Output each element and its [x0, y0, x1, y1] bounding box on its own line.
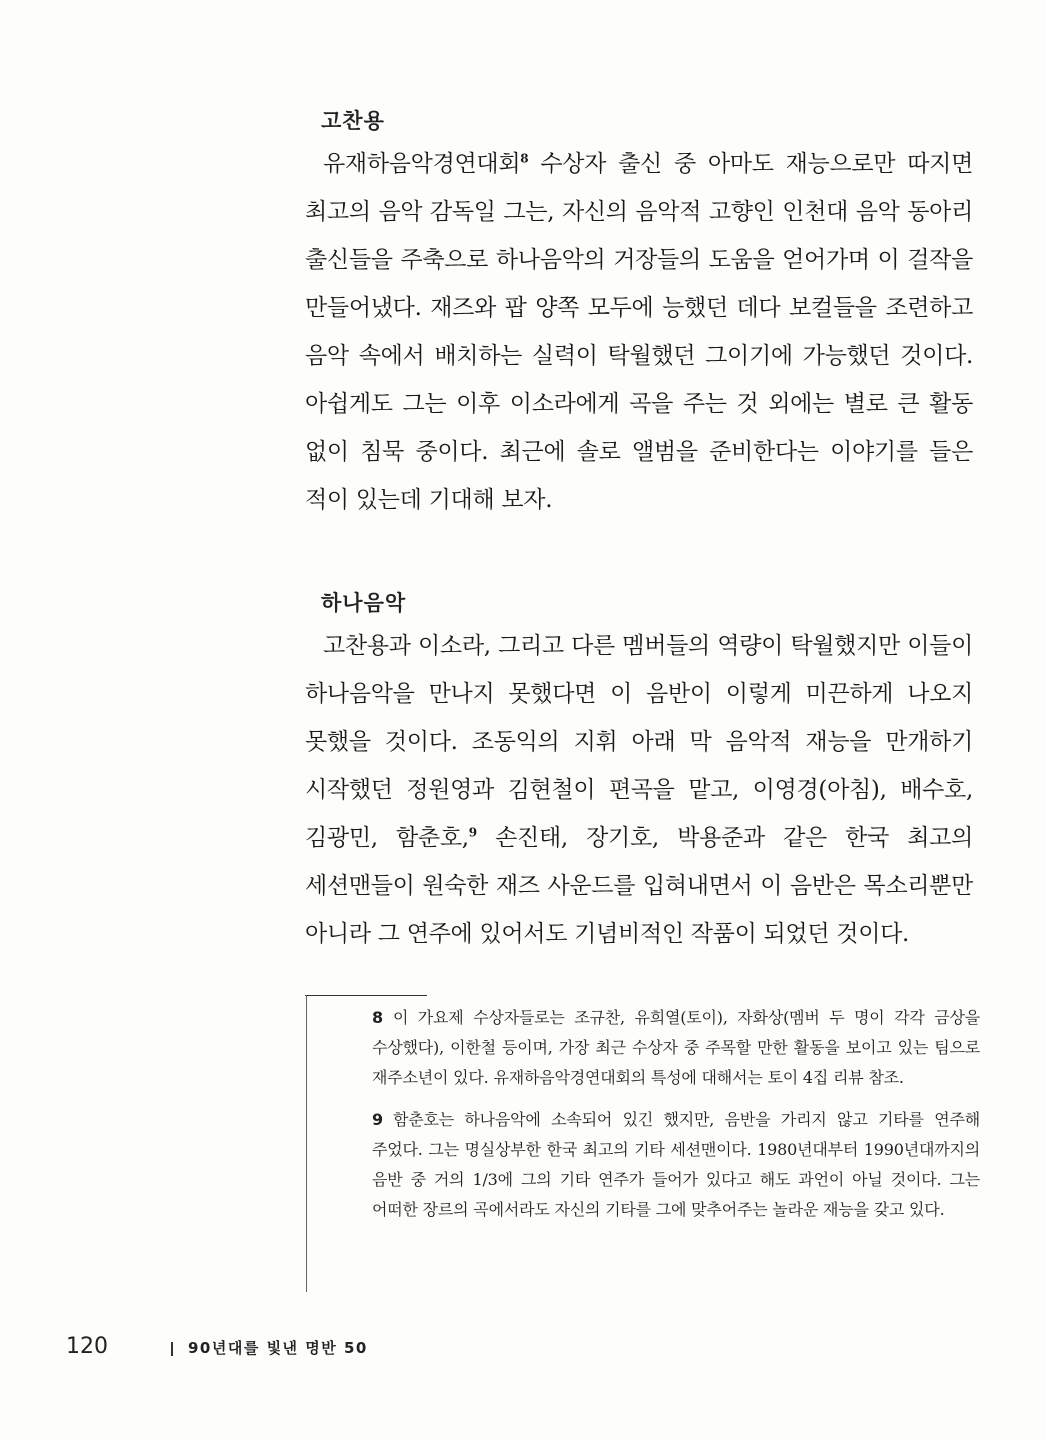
- section-go-chan-yong: [305, 106, 973, 524]
- footnote-ref: 8: [520, 151, 529, 166]
- footnote-ref: 9: [468, 825, 477, 840]
- footnote-number: 8: [372, 1008, 383, 1027]
- footnote-divider: [305, 995, 427, 996]
- footnote-margin-line: [306, 995, 307, 1292]
- footnote-text: 함춘호는 하나음악에 소속되어 있긴 했지만, 음반을 가리지 않고 기타를 연주해 주었다. 그는 명실상부한 한국 최고의 기타 세션맨이다. 1980년대부터 1990년대까지의 음반 중 거의 1/3에 그의 기타 연주가 들어가 있다고 해도 과언이 아닐 것이다. 그는 어떠한 장르의 곡에서라도 자신의 기타를 그에 맞추어주는 놀라운 재능을 갖고 있다.: [372, 1110, 980, 1219]
- footer-separator: [171, 1342, 173, 1356]
- paragraph-text: 고찬용과 이소라, 그리고 다른 멤버들의 역량이 탁월했지만 이들이 하나음악을 만나지 못했다면 이 음반이 이렇게 미끈하게 나오지 못했을 것이다. 조동익의 지휘 아래 막 음악적 재능을 만개하기 시작했던 정원영과 김현철이 편곡을 맡고, 이영경(아침), 배수호, 김광민, 함춘호,: [305, 633, 973, 851]
- section-paragraph: [305, 140, 973, 524]
- page-number: 120: [66, 1334, 108, 1359]
- section-heading: 고찬용: [321, 109, 385, 133]
- footnote-8: [372, 1003, 980, 1093]
- paragraph-text: 수상자 출신 중 아마도 재능으로만 따지면 최고의 음악 감독일 그는, 자신의 음악적 고향인 인천대 음악 동아리 출신들을 주축으로 하나음악의 거장들의 도움을 얻어가며 이 걸작을 만들어냈다. 재즈와 팝 양쪽 모두에 능했던 데다 보컬들을 조련하고 음악 속에서 배치하는 실력이 탁월했던 그이기에 가능했던 것이다. 아쉽게도 그는 이후 이소라에게 곡을 주는 것 외에는 별로 큰 활동 없이 침묵 중이다. 최근에 솔로 앨범을 준비한다는 이야기를 들은 적이 있는데 기대해 보자.: [305, 151, 973, 513]
- paragraph-text: 손진태, 장기호, 박용준과 같은 한국 최고의 세션맨들이 원숙한 재즈 사운드를 입혀내면서 이 음반은 목소리뿐만 아니라 그 연주에 있어서도 기념비적인 작품이 되었던 것이다.: [305, 825, 974, 947]
- paragraph-text: 유재하음악경연대회: [323, 151, 521, 177]
- running-title: 90년대를 빛낸 명반 50: [188, 1339, 368, 1357]
- footnote-number: 9: [372, 1110, 383, 1129]
- section-heading: 하나음악: [321, 591, 407, 615]
- section-hana-music: [305, 588, 973, 958]
- section-paragraph: [305, 622, 973, 958]
- footnotes: [372, 1003, 980, 1237]
- footnote-9: [372, 1105, 980, 1225]
- footnote-text: 이 가요제 수상자들로는 조규찬, 유희열(토이), 자화상(멤버 두 명이 각각 금상을 수상했다), 이한철 등이며, 가장 최근 수상자 중 주목할 만한 활동을 보이고 있는 팀으로 재주소년이 있다. 유재하음악경연대회의 특성에 대해서는 토이 4집 리뷰 참조.: [372, 1008, 980, 1087]
